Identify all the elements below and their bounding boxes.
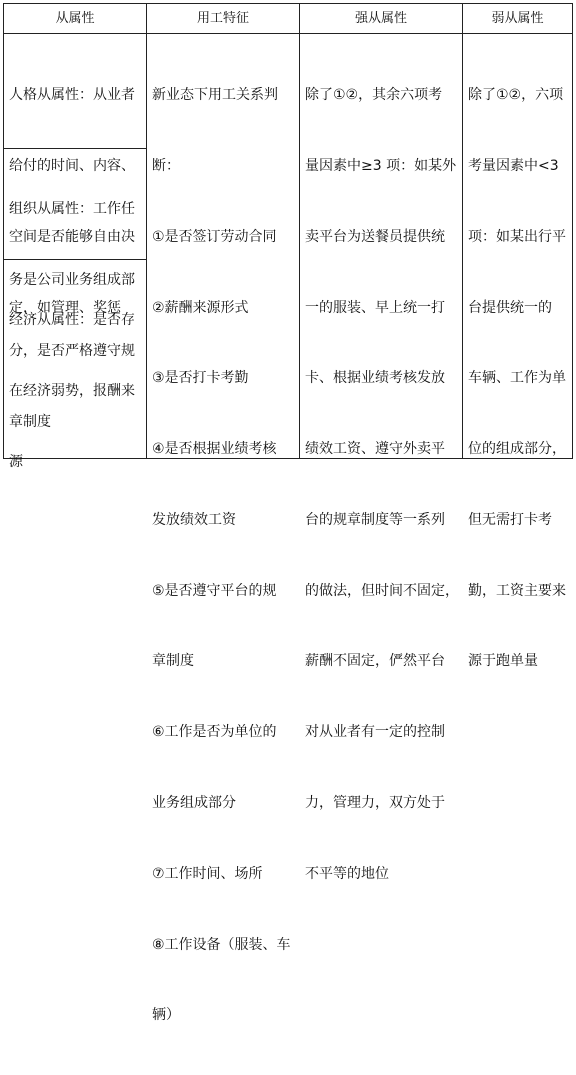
header-divider <box>4 33 572 34</box>
text-line: 在经济弱势，报酬来 <box>9 382 135 399</box>
text-line: 勤，工资主要来 <box>468 582 566 599</box>
text-line: 人格从属性：从业者 <box>9 87 135 104</box>
text-line: ②薪酬来源形式 <box>152 299 249 316</box>
text-line: 薪酬不固定，俨然平台 <box>305 653 445 670</box>
column-divider <box>146 4 147 458</box>
text-line: ⑤是否遵守平台的规 <box>152 582 277 599</box>
text-line: 量因素中≥3 项：如某外 <box>305 157 457 174</box>
text-line: 章制度 <box>152 653 194 670</box>
text-line: 源于跑单量 <box>468 653 538 670</box>
cell-economic-affiliation <box>9 262 145 522</box>
text-line: 考量因素中<3 <box>468 157 559 174</box>
header-employment-features: 用工特征 <box>196 11 249 26</box>
text-line: 一的服装、早上统一打 <box>305 299 445 316</box>
text-line: 除了①②，其余六项考 <box>305 87 443 104</box>
text-line: 新业态下用工关系判 <box>152 87 278 104</box>
header-strong-affiliation: 强从属性 <box>354 11 407 26</box>
text-line: ⑧工作设备（服装、车 <box>152 936 291 953</box>
text-line: ①是否签订劳动合同 <box>152 228 277 245</box>
text-line: 卡、根据业绩考核发放 <box>305 370 445 387</box>
cell-employment-features <box>152 37 298 1075</box>
text-line: 位的组成部分， <box>468 441 566 458</box>
text-line: 项：如某出行平 <box>468 228 566 245</box>
text-line: 力，管理力，双方处于 <box>305 795 445 811</box>
text-line: 对从业者有一定的控制 <box>305 724 445 741</box>
text-line: 务是公司业务组成部 <box>9 271 135 288</box>
text-line: 经济从属性：是否存 <box>9 312 135 329</box>
text-line: 辆） <box>152 1007 180 1024</box>
text-line: 空间是否能够自由决 <box>9 228 135 245</box>
cell-strong-affiliation <box>305 37 461 934</box>
text-line: 定，如管理、奖惩 <box>9 299 121 316</box>
text-line: 发放绩效工资 <box>152 511 236 528</box>
header-weak-affiliation: 弱从属性 <box>491 11 544 26</box>
text-line: 源 <box>9 453 23 470</box>
text-line: 分，是否严格遵守规 <box>9 342 135 359</box>
text-line: 但无需打卡考 <box>468 511 552 528</box>
text-line: 卖平台为送餐员提供统 <box>305 228 445 245</box>
text-line: 业务组成部分 <box>152 795 236 811</box>
text-line: ⑥工作是否为单位的 <box>152 724 277 741</box>
text-line: 组织从属性：工作任 <box>9 201 135 218</box>
text-line: 台提供统一的 <box>468 299 552 316</box>
cell-weak-affiliation <box>468 37 571 721</box>
attribute-table <box>3 3 573 1024</box>
text-line: ③是否打卡考勤 <box>152 370 249 387</box>
text-line: 不平等的地位 <box>305 865 389 882</box>
text-line: 车辆、工作为单 <box>468 370 566 387</box>
text-line: 除了①②，六项 <box>468 87 564 104</box>
column-divider <box>299 4 300 458</box>
text-line: 的做法，但时间不固定， <box>305 582 459 599</box>
text-line: 台的规章制度等一系列 <box>305 511 445 528</box>
text-line: 给付的时间、内容、 <box>9 157 135 174</box>
text-line: ④是否根据业绩考核 <box>152 441 277 458</box>
text-line: ⑦工作时间、场所 <box>152 865 263 882</box>
column-divider <box>462 4 463 458</box>
text-line: 断： <box>152 157 180 174</box>
text-line: 章制度 <box>9 413 51 430</box>
header-affiliation: 从属性 <box>55 11 95 26</box>
text-line: 绩效工资、遵守外卖平 <box>305 441 445 458</box>
